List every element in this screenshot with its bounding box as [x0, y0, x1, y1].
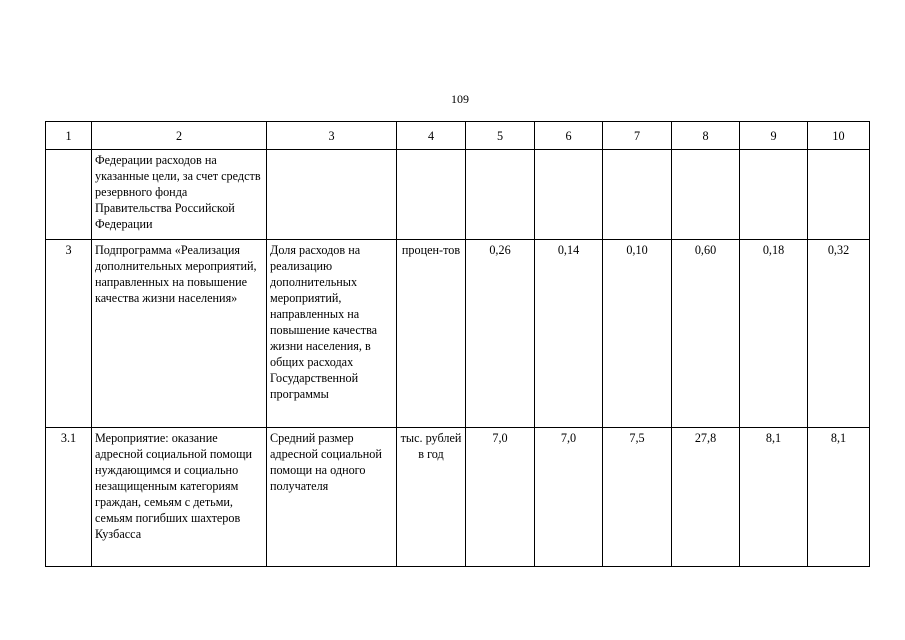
row-name: Подпрограмма «Реализация дополнительных мероприятий, направленных на повышение качества жизни населения» — [92, 240, 267, 428]
row-indicator: Доля расходов на реализацию дополнительных мероприятий, направленных на повышение качества жизни населения, в общих расходах Государственной программы — [267, 240, 397, 428]
column-header: 2 — [92, 122, 267, 150]
column-header: 3 — [267, 122, 397, 150]
row-value: 0,60 — [672, 240, 740, 428]
row-value: 27,8 — [672, 428, 740, 567]
row-name: Федерации расходов на указанные цели, за счет средств резервного фонда Правительства Российской Федерации — [92, 150, 267, 240]
row-value: 7,0 — [535, 428, 603, 567]
table-header-row — [46, 122, 870, 150]
row-number: 3.1 — [46, 428, 92, 567]
row-value: 0,18 — [740, 240, 808, 428]
row-unit: процен-тов — [397, 240, 466, 428]
column-header: 7 — [603, 122, 672, 150]
row-unit — [397, 150, 466, 240]
row-value — [535, 150, 603, 240]
row-indicator — [267, 150, 397, 240]
row-value — [740, 150, 808, 240]
table-row — [46, 150, 870, 240]
row-value: 0,10 — [603, 240, 672, 428]
column-header: 1 — [46, 122, 92, 150]
row-number — [46, 150, 92, 240]
row-value — [466, 150, 535, 240]
column-header: 8 — [672, 122, 740, 150]
column-header: 10 — [808, 122, 870, 150]
row-value: 7,0 — [466, 428, 535, 567]
row-value — [603, 150, 672, 240]
row-number: 3 — [46, 240, 92, 428]
row-unit: тыс. рублей в год — [397, 428, 466, 567]
column-header: 5 — [466, 122, 535, 150]
row-value: 0,26 — [466, 240, 535, 428]
row-value: 7,5 — [603, 428, 672, 567]
row-value: 8,1 — [808, 428, 870, 567]
row-value — [808, 150, 870, 240]
row-value: 8,1 — [740, 428, 808, 567]
row-value — [672, 150, 740, 240]
column-header: 9 — [740, 122, 808, 150]
row-value: 0,32 — [808, 240, 870, 428]
column-header: 6 — [535, 122, 603, 150]
row-indicator: Средний размер адресной социальной помощи на одного получателя — [267, 428, 397, 567]
table-row — [46, 240, 870, 428]
table-row — [46, 428, 870, 567]
page-number: 109 — [451, 92, 469, 106]
data-table — [45, 121, 870, 567]
row-value: 0,14 — [535, 240, 603, 428]
column-header: 4 — [397, 122, 466, 150]
row-name: Мероприятие: оказание адресной социальной помощи нуждающимся и социально незащищенным категориям граждан, семьям с детьми, семьям погибших шахтеров Кузбасса — [92, 428, 267, 567]
